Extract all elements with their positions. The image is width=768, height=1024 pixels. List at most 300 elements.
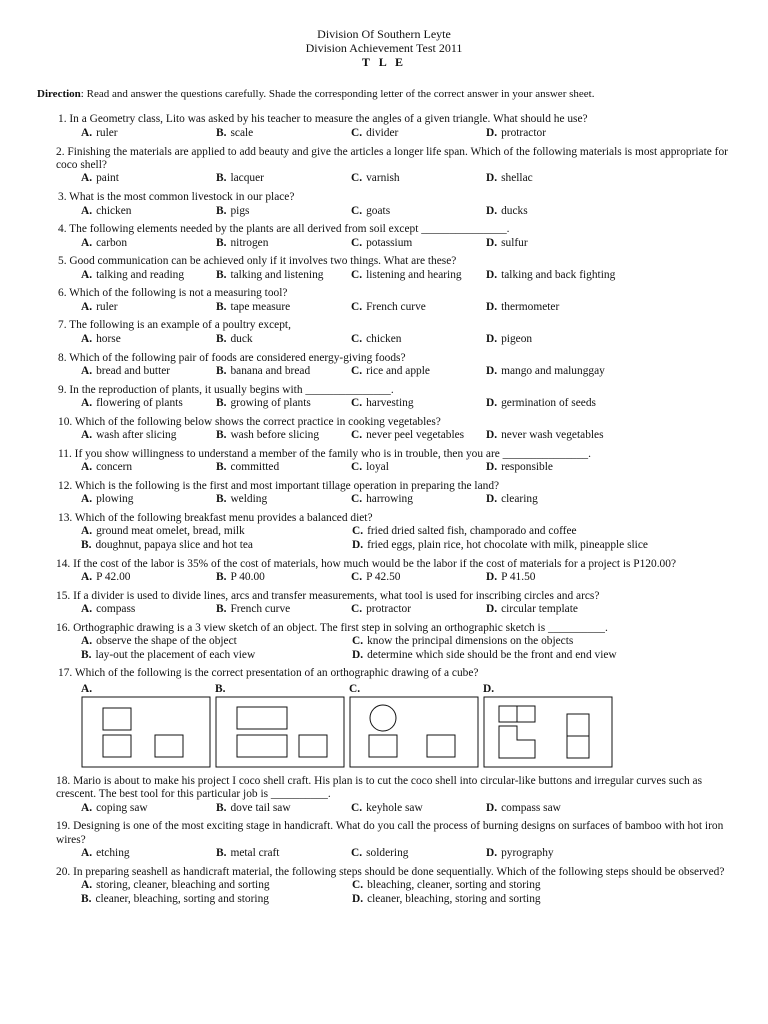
- top-view-square: [369, 735, 397, 757]
- option-text: observe the shape of the object: [96, 635, 237, 648]
- answer-option[interactable]: [81, 127, 216, 140]
- answer-option[interactable]: [352, 525, 712, 538]
- option-text: know the principal dimensions on the objects: [367, 635, 574, 648]
- option-text: compass saw: [501, 801, 561, 814]
- option-text: mango and malunggay: [501, 365, 605, 377]
- option-letter: C.: [351, 236, 363, 249]
- answer-option[interactable]: [486, 802, 706, 815]
- top-view-square: [103, 735, 131, 757]
- option-letter: C.: [351, 332, 363, 345]
- answer-option[interactable]: [486, 493, 706, 506]
- option-letter: D.: [486, 429, 498, 442]
- answer-options: [81, 635, 728, 662]
- option-letter: D.: [486, 172, 498, 185]
- answer-option[interactable]: [216, 269, 351, 282]
- answer-option[interactable]: [81, 649, 352, 662]
- option-letter: B.: [216, 126, 227, 139]
- answer-option[interactable]: [81, 333, 216, 346]
- question-15: [58, 590, 728, 617]
- answer-option[interactable]: [81, 603, 216, 616]
- option-text: cleaner, bleaching, sorting and storing: [95, 892, 269, 905]
- answer-option[interactable]: [216, 847, 351, 860]
- answer-option[interactable]: [216, 429, 351, 442]
- question-stem: 6. Which of the following is not a measuring tool?: [58, 287, 288, 300]
- option-text: pigeon: [501, 332, 533, 345]
- answer-option[interactable]: [216, 127, 351, 140]
- option-text: French curve: [366, 300, 426, 313]
- option-letter: A.: [81, 332, 93, 345]
- answer-option[interactable]: [351, 269, 486, 282]
- option-text: varnish: [366, 172, 400, 185]
- option-letter: D.: [486, 300, 498, 313]
- front-view-right-square: [517, 706, 535, 722]
- question-2: [58, 146, 728, 186]
- answer-option[interactable]: [486, 571, 706, 584]
- option-text: ruler: [96, 126, 118, 139]
- answer-option[interactable]: [351, 397, 486, 410]
- option-text: never peel vegetables: [366, 429, 465, 442]
- option-letter: C.: [352, 525, 364, 538]
- option-letter: C.: [351, 493, 363, 506]
- option-letter: A.: [81, 571, 93, 584]
- figure-letter: D.: [483, 682, 495, 695]
- option-text: keyhole saw: [366, 801, 423, 814]
- option-letter: C.: [351, 847, 363, 860]
- answer-option[interactable]: [81, 802, 216, 815]
- option-letter: A.: [81, 801, 93, 814]
- option-letter: A.: [81, 603, 93, 616]
- question-stem: 15. If a divider is used to divide lines, arcs and transfer measurements, what tool is used for inscribing circles and arcs?: [56, 589, 600, 602]
- answer-option[interactable]: [351, 127, 486, 140]
- side-view-square: [155, 735, 183, 757]
- answer-option[interactable]: [352, 879, 712, 892]
- option-letter: B.: [216, 429, 227, 442]
- answer-option[interactable]: [352, 539, 712, 552]
- answer-option[interactable]: [216, 333, 351, 346]
- option-text: coping saw: [96, 801, 148, 814]
- option-letter: D.: [486, 126, 498, 139]
- answer-option[interactable]: [81, 635, 352, 648]
- answer-option[interactable]: [351, 429, 486, 442]
- option-letter: B.: [216, 603, 227, 616]
- question-stem: 14. If the cost of the labor is 35% of the cost of materials, how much would be the labor if the cost of materials for a project is P120.00?: [56, 557, 676, 570]
- side-view-square: [299, 735, 327, 757]
- question-4: [58, 223, 728, 250]
- orthographic-drawing: [81, 696, 213, 770]
- answer-option[interactable]: [81, 525, 352, 538]
- answer-option[interactable]: [352, 649, 712, 662]
- option-letter: C.: [352, 635, 364, 648]
- answer-option[interactable]: [486, 301, 706, 314]
- option-text: bread and butter: [96, 365, 171, 377]
- answer-options: [81, 365, 728, 378]
- option-letter: A.: [81, 461, 93, 474]
- answer-option[interactable]: [81, 269, 216, 282]
- answer-option[interactable]: [351, 237, 486, 250]
- answer-option[interactable]: [81, 365, 216, 378]
- option-text: talking and reading: [96, 268, 185, 281]
- answer-option[interactable]: [216, 205, 351, 218]
- answer-option[interactable]: [81, 172, 216, 185]
- option-letter: C.: [351, 603, 363, 616]
- option-text: potassium: [366, 236, 413, 249]
- answer-options: [81, 397, 728, 410]
- answer-options: [81, 269, 728, 282]
- option-text: metal craft: [230, 847, 280, 860]
- option-letter: A.: [81, 429, 93, 442]
- question-stem: 11. If you show willingness to understand a member of the family who is in trouble, then you are _______________.: [58, 447, 591, 460]
- figure-option[interactable]: [349, 683, 483, 770]
- direction-text: : Read and answer the questions carefully. Shade the corresponding letter of the correct answer in your answer sheet.: [80, 88, 595, 101]
- orthographic-figures: [81, 683, 728, 770]
- orthographic-drawing: [483, 696, 615, 770]
- option-text: thermometer: [501, 300, 560, 313]
- question-stem: 5. Good communication can be achieved only if it involves two things. What are these?: [58, 255, 457, 268]
- option-letter: A.: [81, 397, 93, 410]
- figure-option[interactable]: [81, 683, 215, 770]
- figure-letter: A.: [81, 682, 93, 695]
- answer-option[interactable]: [81, 571, 216, 584]
- question-stem: 2. Finishing the materials are applied to add beauty and give the articles a longer life span. Which of the following materials is most appropriate for coco shell?: [56, 145, 728, 171]
- answer-option[interactable]: [81, 429, 216, 442]
- option-letter: B.: [81, 648, 92, 661]
- question-6: [58, 287, 728, 314]
- option-letter: A.: [81, 300, 93, 313]
- question-5: [58, 255, 728, 282]
- option-letter: D.: [486, 847, 498, 860]
- option-letter: C.: [351, 801, 363, 814]
- option-letter: B.: [216, 268, 227, 281]
- l-shape-view: [499, 726, 535, 758]
- figure-border: [484, 697, 612, 767]
- option-text: ducks: [501, 204, 528, 217]
- option-text: P 40.00: [230, 571, 265, 584]
- answer-options: [81, 237, 728, 250]
- option-letter: D.: [486, 397, 498, 410]
- option-text: welding: [230, 493, 268, 506]
- option-text: growing of plants: [230, 397, 311, 410]
- question-stem: 20. In preparing seashell as handicraft material, the following steps should be done sequentially. Which of the following steps should be observed?: [56, 866, 725, 879]
- question-stem: 16. Orthographic drawing is a 3 view sketch of an object. The first step in solving an orthographic sketch is __________.: [56, 621, 608, 634]
- answer-option[interactable]: [216, 397, 351, 410]
- option-text: pyrography: [501, 847, 554, 860]
- answer-option[interactable]: [216, 603, 351, 616]
- orthographic-drawing: [349, 696, 481, 770]
- answer-option[interactable]: [81, 397, 216, 410]
- option-text: bleaching, cleaner, sorting and storing: [367, 879, 541, 892]
- option-text: scale: [230, 126, 254, 139]
- answer-option[interactable]: [351, 571, 486, 584]
- question-19: [58, 820, 728, 860]
- option-text: harrowing: [366, 493, 413, 506]
- answer-options: [81, 429, 728, 442]
- test-header: [0, 0, 768, 69]
- option-text: protractor: [501, 126, 546, 139]
- answer-option[interactable]: [81, 493, 216, 506]
- option-letter: C.: [351, 429, 363, 442]
- option-letter: B.: [216, 365, 227, 377]
- option-letter: C.: [351, 126, 363, 139]
- orthographic-drawing: [215, 696, 347, 770]
- question-20: [58, 866, 728, 906]
- option-letter: D.: [486, 493, 498, 506]
- option-text: P 42.00: [96, 571, 131, 584]
- option-letter: B.: [81, 538, 92, 551]
- answer-option[interactable]: [216, 301, 351, 314]
- answer-option[interactable]: [486, 205, 706, 218]
- option-text: chicken: [96, 204, 132, 217]
- option-letter: B.: [216, 461, 227, 474]
- question-14: [58, 558, 728, 585]
- front-view-square: [103, 708, 131, 730]
- option-letter: C.: [351, 204, 363, 217]
- option-text: fried eggs, plain rice, hot chocolate with milk, pineapple slice: [367, 538, 648, 551]
- option-letter: B.: [216, 493, 227, 506]
- option-text: sulfur: [501, 236, 528, 249]
- option-letter: D.: [486, 268, 498, 281]
- option-text: cleaner, bleaching, storing and sorting: [367, 892, 541, 905]
- option-text: wash before slicing: [230, 429, 320, 442]
- option-text: rice and apple: [366, 365, 430, 377]
- option-text: pigs: [230, 204, 250, 217]
- option-text: germination of seeds: [501, 397, 596, 410]
- option-letter: D.: [486, 571, 498, 584]
- answer-options: [81, 301, 728, 314]
- question-18: [58, 775, 728, 815]
- answer-options: [81, 571, 728, 584]
- answer-option[interactable]: [352, 635, 712, 648]
- option-text: fried dried salted fish, champorado and coffee: [367, 525, 577, 538]
- figure-border: [82, 697, 210, 767]
- question-12: [58, 480, 728, 507]
- option-letter: D.: [486, 332, 498, 345]
- answer-option[interactable]: [351, 847, 486, 860]
- question-13: [58, 512, 728, 552]
- option-text: plowing: [96, 493, 134, 506]
- question-16: [58, 622, 728, 662]
- option-letter: B.: [216, 332, 227, 345]
- answer-option[interactable]: [486, 847, 706, 860]
- answer-option[interactable]: [351, 603, 486, 616]
- question-1: [58, 113, 728, 140]
- option-letter: A.: [81, 268, 93, 281]
- option-letter: C.: [351, 268, 363, 281]
- option-letter: C.: [351, 461, 363, 474]
- answer-option[interactable]: [81, 205, 216, 218]
- question-stem: 10. Which of the following below shows the correct practice in cooking vegetables?: [58, 415, 441, 428]
- answer-option[interactable]: [486, 269, 706, 282]
- option-text: flowering of plants: [96, 397, 183, 410]
- answer-option[interactable]: [351, 493, 486, 506]
- option-text: harvesting: [366, 397, 414, 410]
- question-3: [58, 191, 728, 218]
- option-text: chicken: [366, 332, 402, 345]
- answer-option[interactable]: [216, 237, 351, 250]
- answer-option[interactable]: [486, 333, 706, 346]
- answer-option[interactable]: [216, 172, 351, 185]
- answer-option[interactable]: [486, 365, 706, 378]
- option-letter: C.: [351, 300, 363, 313]
- option-text: French curve: [230, 603, 291, 616]
- option-letter: D.: [352, 538, 364, 551]
- option-letter: A.: [81, 847, 93, 860]
- answer-option[interactable]: [81, 847, 216, 860]
- answer-options: [81, 333, 728, 346]
- answer-option[interactable]: [81, 237, 216, 250]
- option-letter: C.: [352, 879, 364, 892]
- test-title: Division Achievement Test 2011: [305, 41, 463, 56]
- option-text: listening and hearing: [366, 268, 462, 281]
- question-stem: 17. Which of the following is the correct presentation of an orthographic drawing of a cube?: [58, 667, 479, 680]
- question-stem: 8. Which of the following pair of foods are considered energy-giving foods?: [58, 351, 406, 364]
- answer-option[interactable]: [81, 893, 352, 906]
- figure-option[interactable]: [483, 683, 617, 770]
- front-view-circle: [370, 705, 396, 731]
- answer-options: [81, 603, 728, 616]
- option-text: talking and back fighting: [501, 268, 616, 281]
- option-text: ground meat omelet, bread, milk: [96, 525, 245, 538]
- question-9: [58, 384, 728, 411]
- option-text: nitrogen: [230, 236, 269, 249]
- answer-option[interactable]: [351, 365, 486, 378]
- answer-options: [81, 461, 728, 474]
- option-text: storing, cleaner, bleaching and sorting: [96, 879, 270, 892]
- option-letter: C.: [351, 397, 363, 410]
- option-letter: D.: [486, 461, 498, 474]
- option-text: goats: [366, 204, 391, 217]
- answer-options: [81, 172, 728, 185]
- option-letter: B.: [216, 801, 227, 814]
- option-letter: D.: [486, 236, 498, 249]
- answer-option[interactable]: [81, 301, 216, 314]
- option-letter: B.: [216, 204, 227, 217]
- option-letter: B.: [216, 236, 227, 249]
- option-text: P 41.50: [501, 571, 536, 584]
- figure-letter: B.: [215, 682, 226, 695]
- side-view-square: [427, 735, 455, 757]
- option-letter: C.: [351, 365, 363, 377]
- answer-option[interactable]: [486, 461, 706, 474]
- answer-option[interactable]: [351, 301, 486, 314]
- answer-option[interactable]: [351, 205, 486, 218]
- option-text: wash after slicing: [96, 429, 177, 442]
- option-letter: D.: [352, 892, 364, 905]
- question-stem: 3. What is the most common livestock in our place?: [58, 191, 295, 204]
- answer-options: [81, 525, 728, 552]
- option-text: shellac: [501, 172, 533, 185]
- answer-option[interactable]: [351, 802, 486, 815]
- option-letter: B.: [216, 397, 227, 410]
- answer-option[interactable]: [486, 127, 706, 140]
- answer-option[interactable]: [216, 571, 351, 584]
- option-letter: B.: [216, 172, 227, 185]
- top-view-rectangle: [237, 735, 287, 757]
- option-text: banana and bread: [230, 365, 311, 377]
- answer-option[interactable]: [216, 493, 351, 506]
- option-letter: C.: [351, 571, 363, 584]
- option-text: loyal: [366, 461, 389, 474]
- subject-title: T L E: [361, 55, 407, 70]
- option-letter: C.: [351, 172, 363, 185]
- answer-option[interactable]: [216, 365, 351, 378]
- answer-options: [81, 127, 728, 140]
- figure-option[interactable]: [215, 683, 349, 770]
- answer-option[interactable]: [81, 461, 216, 474]
- option-text: P 42.50: [366, 571, 401, 584]
- answer-option[interactable]: [351, 172, 486, 185]
- option-letter: D.: [486, 365, 498, 377]
- option-letter: A.: [81, 525, 93, 538]
- front-view-rectangle: [237, 707, 287, 729]
- answer-option[interactable]: [486, 429, 706, 442]
- side-view-bottom-square: [567, 736, 589, 758]
- option-letter: B.: [216, 571, 227, 584]
- question-7: [58, 319, 728, 346]
- option-text: divider: [366, 126, 399, 139]
- answer-option[interactable]: [486, 603, 706, 616]
- option-text: etching: [96, 847, 130, 860]
- answer-option[interactable]: [486, 397, 706, 410]
- option-letter: A.: [81, 126, 93, 139]
- answer-options: [81, 205, 728, 218]
- option-letter: D.: [352, 648, 364, 661]
- option-text: horse: [96, 332, 121, 345]
- option-text: tape measure: [230, 300, 291, 313]
- answer-option[interactable]: [216, 802, 351, 815]
- option-text: responsible: [501, 461, 553, 474]
- question-stem: 19. Designing is one of the most exciting stage in handicraft. What do you call the process of burning designs on surfaces of bamboo with hot iron wires?: [56, 820, 724, 846]
- option-text: duck: [230, 332, 253, 345]
- option-text: protractor: [366, 603, 411, 616]
- question-17: [58, 667, 728, 769]
- option-text: paint: [96, 172, 119, 185]
- answer-option[interactable]: [351, 461, 486, 474]
- option-letter: A.: [81, 236, 93, 249]
- option-letter: D.: [486, 204, 498, 217]
- answer-option[interactable]: [81, 539, 352, 552]
- option-text: carbon: [96, 236, 128, 249]
- question-list: [58, 113, 728, 906]
- answer-option[interactable]: [351, 333, 486, 346]
- option-text: dove tail saw: [230, 801, 291, 814]
- option-text: committed: [230, 461, 280, 474]
- option-letter: B.: [81, 892, 92, 905]
- option-letter: A.: [81, 204, 93, 217]
- answer-options: [81, 879, 728, 906]
- answer-options: [81, 847, 728, 860]
- option-letter: B.: [216, 300, 227, 313]
- option-text: circular template: [501, 603, 578, 616]
- answer-option[interactable]: [216, 461, 351, 474]
- answer-option[interactable]: [81, 879, 352, 892]
- option-letter: A.: [81, 493, 93, 506]
- figure-letter: C.: [349, 682, 361, 695]
- option-letter: A.: [81, 172, 93, 185]
- option-text: clearing: [501, 493, 538, 506]
- question-stem: 1. In a Geometry class, Lito was asked by his teacher to measure the angles of a given triangle. What should he use?: [58, 113, 588, 126]
- option-text: talking and listening: [230, 268, 324, 281]
- option-letter: A.: [81, 365, 93, 377]
- answer-options: [81, 802, 728, 815]
- answer-option[interactable]: [486, 172, 706, 185]
- answer-option[interactable]: [352, 893, 712, 906]
- option-text: lay-out the placement of each view: [95, 648, 256, 661]
- answer-option[interactable]: [486, 237, 706, 250]
- front-view-left-square: [499, 706, 517, 722]
- option-text: never wash vegetables: [501, 429, 604, 442]
- question-11: [58, 448, 728, 475]
- side-view-top-square: [567, 714, 589, 736]
